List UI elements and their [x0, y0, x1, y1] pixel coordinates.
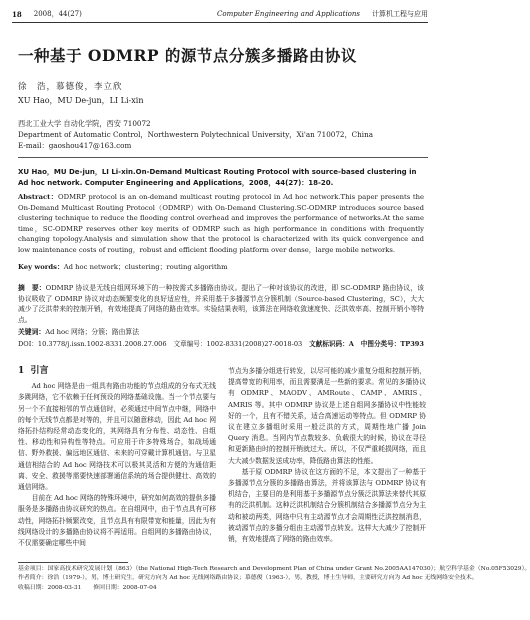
paragraph: 基于原 ODMRP 协议在这方面的不足，本文提出了一种基于多播源节点分簇的多播路由算法，并将该算法与 ODMRP 协议有机结合，主要目的是利用基于多播源节点分簇泛洪算法来替代其原有的泛洪机制。这种泛洪机制结合分簇机制结合多播源节点分为主动和被动两类，网络中只有主动源节点才会周期性泛洪控制消息，被动源节点的多播分组由主动源节点转发。这样大大减少了控制开销，有效地提高了网络的路由效率。 [228, 467, 426, 544]
keywords-en-text: Ad hoc network；clustering；routing algorithm [63, 263, 228, 271]
paragraph: 目前在 Ad hoc 网络的特殊环境中，研究如何高效的提供多播服务是多播路由协议研究的热点。在自组网中，由于节点具有可移动性，网络拓扑频繁改变，且节点具有有限带宽和能量，因此为有线网络设计的多播路由协议将不再适用。自组网的多播路由协议，不仅需要确定哪些中间 [18, 494, 216, 548]
article-number: 文章编号：1002-8331(2008)27-0018-03 [173, 340, 303, 348]
abstract-en-text: ODMRP protocol is an on-demand multicast routing protocol in Ad hoc network.This paper presents the On-Demand Multicast Routing Protocol（ODMRP）with On-Demand Clustering.SC-ODMRP introduces source based clustering technique to reduce the flooding control overhead and improves the performance of networks.At the same time，SC-ODMRP reserves other key merits of ODMRP such as high performance in conditions with frequently changing topology.Analysis and simulation show that the protocol is characterized with its quick convergence and low maintenance costs of routing，robust and efficient flooding platform over dense，large mobile networks. [18, 193, 424, 254]
footnote-rule [18, 562, 128, 563]
keywords-cn-label: 关键词： [18, 328, 46, 336]
document-code: 文献标识码：A [309, 340, 354, 348]
body-column-right [228, 366, 426, 545]
email: E-mail：gaoshou417@163.com [18, 141, 132, 150]
section-heading [18, 366, 216, 377]
abstract-cn-label: 摘 要： [18, 284, 46, 292]
doi: DOI：10.3778/j.issn.1002-8331.2008.27.006 [18, 340, 167, 348]
running-header [12, 7, 428, 21]
paragraph: Ad hoc 网络是由一组具有路由功能的节点组成的分布式无线多跳网络，它不依赖于任何预设的网络基础设施。当一个节点要与另一个不直接相邻的节点通信时，必须通过中间节点中继，网络中的每个无线节点都是对等的，并且可以随意移动，因此 Ad hoc 网络拓扑结构经常动态变化的，其网络具有分布性、动态性、自组性、移动性和异构性等特点。可应用于许多特殊场合，如战场通信、野外救援、偏远地区通信、未来的可穿戴计算机通信。与卫星通信相结合的 Ad hoc 网络技术可以极其灵活和方便的为通信距离、安全、救援等需要快速部署通信系统的场合提供健壮、高效的通信网络。 [18, 382, 216, 492]
section-number: 1 [18, 366, 25, 376]
affiliations [18, 118, 428, 151]
authors-en: XU Hao，MU De-jun，LI Li-xin [18, 96, 144, 105]
paragraph: 节点为多播分组进行转发，以尽可能的减少重复分组和控制开销，提高带宽的利用率，而且需要满足一些新的要求。常见的多播协议有 ODMRP、MAODV、AMRoute、CAMP、AMRIS、AMRIS 等。其中 ODMRP 协议是上述自组网多播协议中性能较好的一个，且有不错关系，适合高速运动等特点。但 ODMRP 协议在建立多播组时采用一般泛洪的方式，周期性地广播 Join Query 消息。当网内节点数较多、负载很大的时候，协议在寻径和更新路由时的控制开销就过大。所以，不仅严重耗损网络，而且大大减少数据发送成功率，降低路由算法的性能。 [228, 367, 426, 465]
section-title: 引言 [30, 366, 49, 376]
keywords-en [18, 262, 424, 273]
abstract-cn [18, 283, 424, 325]
keywords-en-label: Key words： [18, 263, 64, 271]
abstract-en [18, 192, 424, 256]
citation: XU Hao，MU De-jun，LI Li-xin.On-Demand Multicast Routing Protocol with source-based clustering in Ad hoc network. Computer Engineering and Applications，2008，44(27)：18-20. [18, 168, 417, 187]
affiliation-en: Department of Automatic Control，Northwestern Polytechnical University，Xi'an 710072，China [18, 130, 374, 139]
paper-title: 一种基于 ODMRP 的源节点分簇多播路由协议 [18, 46, 357, 65]
article-metadata [18, 338, 424, 348]
body-column-left [18, 366, 216, 549]
journal-name-en: Computer Engineering and Applications [217, 10, 360, 18]
header-rule [12, 22, 428, 23]
journal-name-cn: 计算机工程与应用 [372, 10, 428, 18]
abstract-en-label: Abstract： [18, 193, 59, 201]
received-date-note: 收稿日期：2008-03-31 修回日期：2008-07-04 [18, 584, 157, 591]
authors-cn: 徐 浩，慕德俊，李立欣 [18, 82, 123, 92]
clc-number: 中图分类号：TP393 [360, 340, 424, 348]
page-number: 18 [12, 9, 22, 19]
keywords-cn [18, 327, 424, 338]
affiliation-cn: 西北工业大学 自动化学院，西安 710072 [18, 119, 151, 128]
author-bio-note: 作者简介：徐浩（1979-），男，博士研究生，研究方向为 Ad hoc 无线网络路由协议；慕德俊（1963-），男，教授，博士生导师，主要研究方向为 Ad hoc 无线网络安全技术。 [18, 575, 478, 582]
issue-info: 2008，44(27) [33, 10, 82, 18]
affiliation-rule [18, 157, 428, 158]
footnotes [18, 565, 530, 593]
funding-note: 基金项目：国家高技术研究发展计划（863）（the National High-Tech Research and Development Plan of China under Grant No.2005AA147030）；航空科学基金（No.05F53029）。 [18, 566, 530, 572]
abstract-cn-text: ODMRP 协议是无线自组网环境下的一种按需式多播路由协议。提出了一种对该协议的改进，即 SC-ODMRP 路由协议，该协议吸收了 ODMRP 协议对动态频繁变化的良好适应性，并采用基于多播源节点分簇机制（Source-based Clustering，SC），大大减少了泛洪带来的控制开销，有效地提高了网络的路由效率。实验结果表明，该算法在网络收敛速度快、泛洪效率高、控制开销小等特点。 [18, 284, 425, 324]
keywords-cn-text: Ad hoc 网络；分簇；路由算法 [45, 328, 140, 336]
